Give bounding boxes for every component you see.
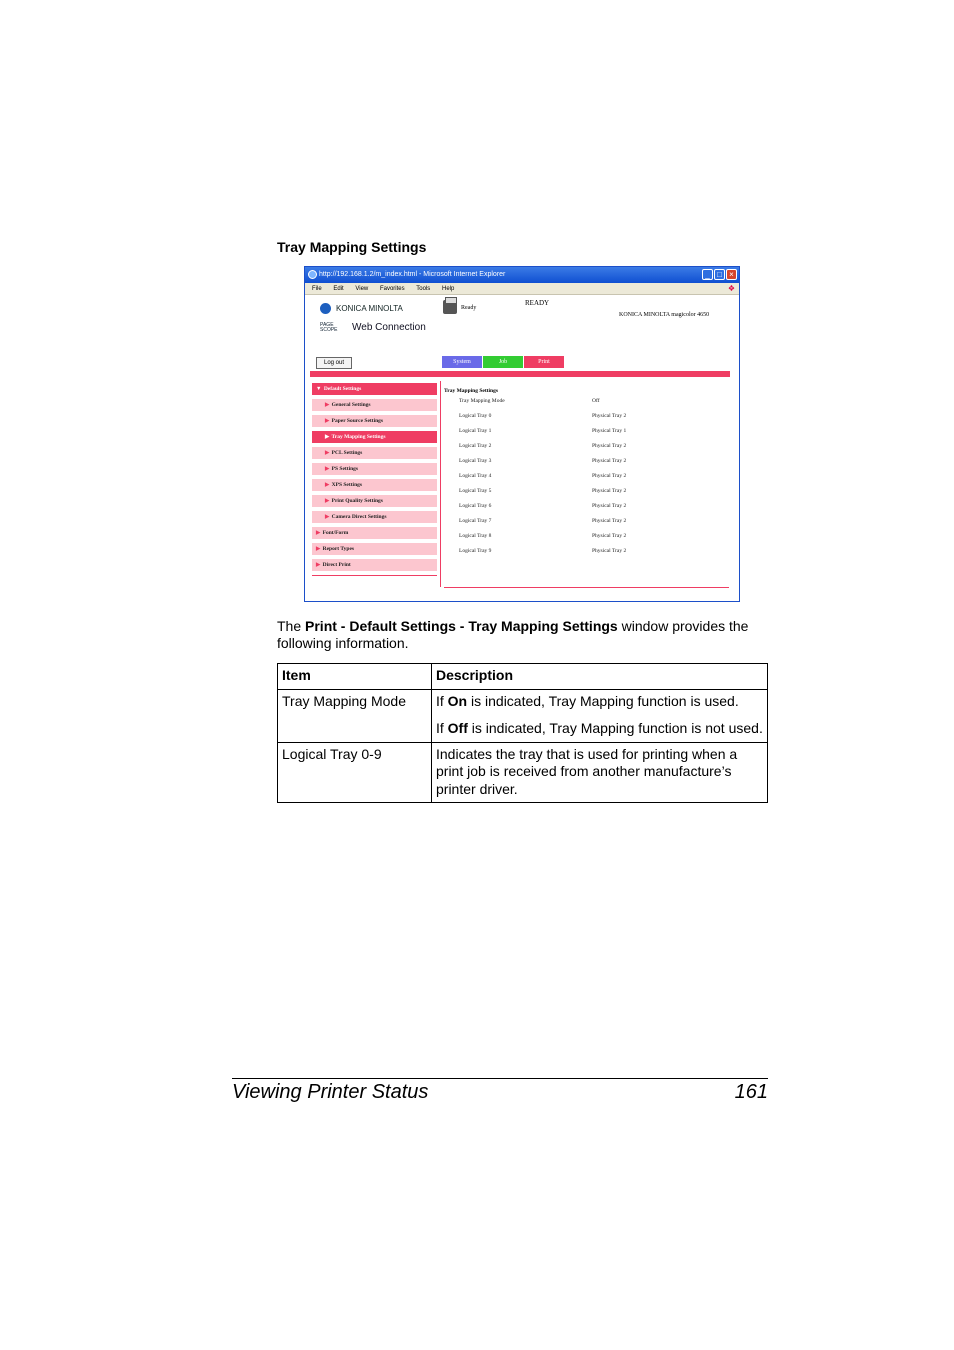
text: If — [436, 720, 448, 736]
setting-value: Off — [592, 398, 600, 404]
windows-flag-icon: ❖ — [727, 284, 735, 293]
intro-text: The — [277, 618, 306, 634]
sidebar-item-label: Tray Mapping Settings — [331, 434, 386, 440]
triangle-right-icon: ▶ — [325, 434, 330, 440]
sidebar-item-general-settings[interactable] — [312, 399, 437, 411]
sidebar-item-label: PCL Settings — [331, 450, 363, 456]
triangle-right-icon: ▶ — [316, 530, 321, 536]
table-header-row — [278, 664, 768, 690]
sidebar-item-direct-print[interactable] — [312, 559, 437, 571]
setting-value: Physical Tray 1 — [592, 428, 627, 434]
tab-system[interactable]: System — [442, 356, 482, 368]
logout-button[interactable]: Log out — [316, 357, 352, 369]
content-title: Tray Mapping Settings — [444, 388, 498, 394]
setting-key: Logical Tray 4 — [459, 473, 492, 479]
sidebar-nav — [312, 383, 437, 576]
setting-value: Physical Tray 2 — [592, 473, 627, 479]
sidebar-item-paper-source-settings[interactable] — [312, 415, 437, 427]
konica-minolta-logo-icon — [320, 303, 331, 314]
settings-row — [444, 428, 729, 443]
info-table — [277, 663, 768, 803]
printer-model: KONICA MINOLTA magicolor 4650 — [619, 312, 710, 318]
page-number: 161 — [734, 1081, 768, 1103]
sidebar-item-label: XPS Settings — [331, 482, 363, 488]
browser-titlebar — [305, 267, 739, 283]
triangle-right-icon: ▶ — [316, 562, 321, 568]
setting-value: Physical Tray 2 — [592, 533, 627, 539]
setting-key: Logical Tray 8 — [459, 533, 492, 539]
sidebar-item-label: PS Settings — [331, 466, 359, 472]
setting-value: Physical Tray 2 — [592, 443, 627, 449]
menu-file[interactable]: File — [312, 286, 322, 292]
settings-row — [444, 443, 729, 458]
setting-value: Physical Tray 2 — [592, 458, 627, 464]
text: If — [436, 692, 448, 709]
bold-text: On — [447, 692, 468, 709]
settings-row — [444, 398, 729, 413]
cell-description: Indicates the tray that is used for printing when a print job is received from another manufacture’s printer driver. — [432, 742, 768, 803]
menu-help[interactable]: Help — [441, 286, 455, 292]
cell-description — [432, 689, 768, 742]
settings-row — [444, 548, 729, 563]
header-description: Description — [432, 664, 768, 690]
triangle-right-icon: ▶ — [325, 402, 330, 408]
triangle-down-icon: ▼ — [316, 386, 322, 392]
triangle-right-icon: ▶ — [325, 466, 330, 472]
settings-row — [444, 533, 729, 548]
menu-edit[interactable]: Edit — [333, 286, 344, 292]
sidebar-item-xps-settings[interactable] — [312, 479, 437, 491]
settings-row — [444, 518, 729, 533]
setting-key: Logical Tray 7 — [459, 518, 492, 524]
text: is indicated, Tray Mapping function is used. — [467, 692, 739, 709]
menu-favorites[interactable]: Favorites — [379, 286, 405, 292]
sidebar-item-label: Font/Form — [322, 530, 349, 536]
setting-value: Physical Tray 2 — [592, 503, 627, 509]
setting-key: Logical Tray 9 — [459, 548, 492, 554]
intro-text: window provides the following information. — [277, 618, 749, 651]
triangle-right-icon: ▶ — [325, 514, 330, 520]
cell-item: Tray Mapping Mode — [278, 689, 432, 742]
footer-rule — [232, 1078, 768, 1079]
settings-row — [444, 473, 729, 488]
status-small: Ready — [461, 305, 477, 311]
header-item: Item — [278, 664, 432, 690]
content-divider — [440, 381, 441, 587]
settings-row — [444, 488, 729, 503]
tab-print[interactable]: Print — [524, 356, 564, 368]
intro-paragraph — [277, 618, 767, 652]
sidebar-item-font-form[interactable] — [312, 527, 437, 539]
settings-row — [444, 413, 729, 428]
sidebar-bottom-line — [312, 575, 437, 576]
sidebar-item-label: Print Quality Settings — [331, 498, 383, 504]
sidebar-item-label: Paper Source Settings — [331, 418, 384, 424]
table-row — [278, 689, 768, 742]
sidebar-item-label: Direct Print — [322, 562, 351, 568]
product-name: Web Connection — [352, 322, 426, 333]
tab-job[interactable]: Job — [483, 356, 523, 368]
section-title: Tray Mapping Settings — [277, 239, 427, 255]
sidebar-item-ps-settings[interactable] — [312, 463, 437, 475]
web-page-area — [306, 295, 738, 601]
setting-key: Logical Tray 6 — [459, 503, 492, 509]
text: is indicated, Tray Mapping function is not used. — [467, 720, 763, 736]
brand-name: KONICA MINOLTA — [336, 304, 403, 313]
table-row — [278, 742, 768, 803]
setting-key: Logical Tray 1 — [459, 428, 492, 434]
content-bottom-line — [444, 587, 729, 588]
settings-row — [444, 458, 729, 473]
setting-value: Physical Tray 2 — [592, 548, 627, 554]
setting-value: Physical Tray 2 — [592, 413, 627, 419]
setting-key: Logical Tray 3 — [459, 458, 492, 464]
maximize-icon[interactable]: □ — [714, 269, 725, 280]
setting-key: Logical Tray 2 — [459, 443, 492, 449]
browser-title: http://192.168.1.2/m_index.html - Microsoft Internet Explorer — [319, 271, 506, 278]
status-big: READY — [525, 299, 550, 307]
setting-key: Logical Tray 5 — [459, 488, 492, 494]
sidebar-item-camera-direct-settings[interactable] — [312, 511, 437, 523]
intro-bold-path: Print - Default Settings - Tray Mapping Settings — [305, 618, 618, 634]
browser-menubar — [305, 283, 739, 295]
sidebar-item-default-settings[interactable] — [312, 383, 437, 395]
footer-title: Viewing Printer Status — [232, 1081, 429, 1103]
sidebar-item-report-types[interactable] — [312, 543, 437, 555]
close-icon[interactable]: × — [726, 269, 737, 280]
settings-row — [444, 503, 729, 518]
setting-key: Logical Tray 0 — [459, 413, 492, 419]
sidebar-item-print-quality-settings[interactable] — [312, 495, 437, 507]
triangle-right-icon: ▶ — [325, 450, 330, 456]
browser-window-screenshot — [304, 266, 740, 602]
triangle-right-icon: ▶ — [316, 546, 321, 552]
triangle-right-icon: ▶ — [325, 418, 330, 424]
description-paragraph — [436, 693, 763, 711]
setting-value: Physical Tray 2 — [592, 518, 627, 524]
menu-tools[interactable]: Tools — [416, 286, 431, 292]
sidebar-item-tray-mapping-settings[interactable] — [312, 431, 437, 443]
sidebar-item-label: Default Settings — [323, 386, 362, 392]
triangle-right-icon: ▶ — [325, 498, 330, 504]
header-accent-bar — [310, 371, 730, 377]
setting-key: Tray Mapping Mode — [459, 398, 505, 404]
cell-item: Logical Tray 0-9 — [278, 742, 432, 803]
pagescope-mark: PAGE SCOPE — [320, 322, 338, 333]
setting-value: Physical Tray 2 — [592, 488, 627, 494]
settings-content — [444, 388, 729, 563]
minimize-icon[interactable]: _ — [702, 269, 713, 280]
printer-icon — [443, 300, 457, 314]
bold-text: Off — [447, 720, 468, 736]
menu-view[interactable]: View — [355, 286, 369, 292]
sidebar-item-label: Camera Direct Settings — [331, 514, 387, 520]
sidebar-item-label: Report Types — [322, 546, 355, 552]
sidebar-item-label: General Settings — [331, 402, 371, 408]
sidebar-item-pcl-settings[interactable] — [312, 447, 437, 459]
ie-icon — [308, 270, 317, 279]
triangle-right-icon: ▶ — [325, 482, 330, 488]
description-paragraph — [436, 720, 763, 738]
